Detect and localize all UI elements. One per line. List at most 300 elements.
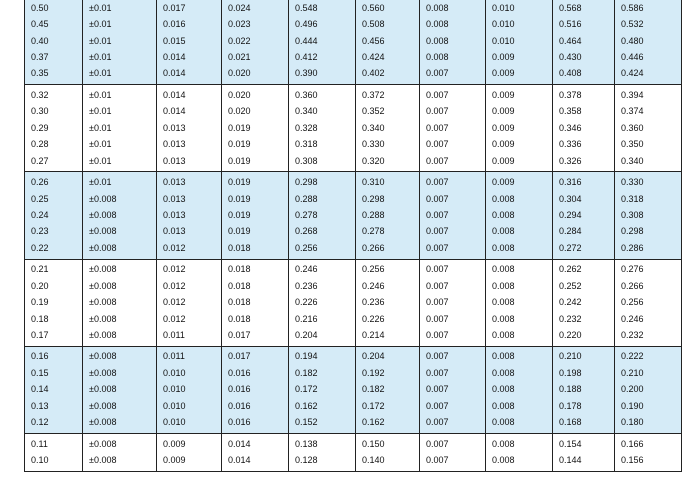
- table-cell: 0.007: [420, 172, 486, 191]
- table-cell: 0.012: [157, 240, 222, 259]
- table-cell: 0.008: [420, 16, 486, 32]
- table-cell: 0.298: [289, 172, 356, 191]
- table-row: [25, 259, 682, 278]
- table-cell: 0.008: [486, 433, 553, 452]
- table-cell: 0.340: [615, 153, 682, 172]
- table-cell: 0.262: [553, 259, 615, 278]
- table-cell: 0.27: [25, 153, 83, 172]
- table-cell: 0.266: [615, 278, 682, 294]
- table-cell: 0.009: [486, 120, 553, 136]
- table-cell: 0.15: [25, 365, 83, 381]
- table-cell: 0.014: [157, 85, 222, 104]
- table-cell: 0.007: [420, 415, 486, 434]
- table-cell: 0.21: [25, 259, 83, 278]
- table-cell: 0.586: [615, 0, 682, 16]
- table-cell: 0.180: [615, 415, 682, 434]
- table-cell: 0.286: [615, 240, 682, 259]
- row-group: [25, 346, 682, 433]
- table-cell: 0.516: [553, 16, 615, 32]
- table-cell: 0.25: [25, 191, 83, 207]
- table-cell: 0.204: [356, 346, 420, 365]
- table-cell: 0.012: [157, 294, 222, 310]
- table-cell: 0.020: [222, 104, 289, 120]
- table-cell: 0.40: [25, 33, 83, 49]
- table-cell: 0.008: [486, 327, 553, 346]
- table-cell: 0.288: [289, 191, 356, 207]
- table-cell: 0.172: [289, 382, 356, 398]
- table-cell: 0.330: [615, 172, 682, 191]
- table-cell: 0.336: [553, 137, 615, 153]
- table-cell: 0.340: [289, 104, 356, 120]
- table-cell: 0.008: [486, 365, 553, 381]
- table-cell: 0.246: [356, 278, 420, 294]
- table-cell: 0.214: [356, 327, 420, 346]
- table-cell: 0.188: [553, 382, 615, 398]
- table-cell: 0.014: [157, 66, 222, 85]
- table-cell: 0.26: [25, 172, 83, 191]
- table-cell: 0.009: [486, 172, 553, 191]
- table-cell: 0.394: [615, 85, 682, 104]
- table-cell: 0.294: [553, 207, 615, 223]
- table-cell: 0.016: [157, 16, 222, 32]
- dimension-table: [24, 0, 682, 472]
- table-cell: 0.007: [420, 120, 486, 136]
- table-cell: 0.014: [222, 433, 289, 452]
- table-row: [25, 278, 682, 294]
- table-cell: 0.10: [25, 452, 83, 471]
- table-cell: 0.14: [25, 382, 83, 398]
- table-cell: 0.464: [553, 33, 615, 49]
- table-row: [25, 191, 682, 207]
- table-cell: 0.288: [356, 207, 420, 223]
- table-cell: 0.010: [157, 382, 222, 398]
- table-cell: 0.019: [222, 137, 289, 153]
- table-cell: ±0.01: [83, 104, 157, 120]
- table-row: [25, 365, 682, 381]
- table-cell: 0.007: [420, 346, 486, 365]
- table-cell: 0.019: [222, 224, 289, 240]
- table-cell: ±0.01: [83, 120, 157, 136]
- table-cell: 0.330: [356, 137, 420, 153]
- table-cell: 0.408: [553, 66, 615, 85]
- table-cell: 0.010: [486, 0, 553, 16]
- table-cell: 0.128: [289, 452, 356, 471]
- table-cell: 0.007: [420, 224, 486, 240]
- table-cell: 0.009: [486, 66, 553, 85]
- table-cell: 0.35: [25, 66, 83, 85]
- table-cell: 0.508: [356, 16, 420, 32]
- table-cell: 0.017: [222, 327, 289, 346]
- table-cell: 0.007: [420, 137, 486, 153]
- table-cell: 0.256: [356, 259, 420, 278]
- table-cell: 0.402: [356, 66, 420, 85]
- table-cell: 0.236: [356, 294, 420, 310]
- table-cell: ±0.008: [83, 240, 157, 259]
- table-cell: 0.007: [420, 294, 486, 310]
- table-cell: 0.430: [553, 49, 615, 65]
- table-cell: 0.016: [222, 398, 289, 414]
- table-cell: ±0.008: [83, 311, 157, 327]
- table-cell: 0.013: [157, 153, 222, 172]
- table-cell: 0.326: [553, 153, 615, 172]
- table-cell: 0.166: [615, 433, 682, 452]
- table-cell: ±0.008: [83, 259, 157, 278]
- table-cell: 0.010: [486, 16, 553, 32]
- table-cell: 0.304: [553, 191, 615, 207]
- table-cell: 0.008: [420, 49, 486, 65]
- table-cell: 0.013: [157, 207, 222, 223]
- table-cell: 0.568: [553, 0, 615, 16]
- table-cell: 0.018: [222, 311, 289, 327]
- table-cell: 0.018: [222, 294, 289, 310]
- table-cell: 0.007: [420, 66, 486, 85]
- table-row: [25, 433, 682, 452]
- table-cell: 0.328: [289, 120, 356, 136]
- table-cell: 0.298: [615, 224, 682, 240]
- table-cell: 0.18: [25, 311, 83, 327]
- table-row: [25, 120, 682, 136]
- table-cell: 0.318: [615, 191, 682, 207]
- table-cell: 0.318: [289, 137, 356, 153]
- table-cell: 0.020: [222, 85, 289, 104]
- table-cell: 0.009: [486, 49, 553, 65]
- table-cell: 0.278: [289, 207, 356, 223]
- table-cell: 0.007: [420, 153, 486, 172]
- table-cell: 0.316: [553, 172, 615, 191]
- table-cell: 0.178: [553, 398, 615, 414]
- table-cell: 0.008: [486, 278, 553, 294]
- table-cell: 0.17: [25, 327, 83, 346]
- table-cell: 0.008: [486, 224, 553, 240]
- table-row: [25, 415, 682, 434]
- table-cell: 0.360: [615, 120, 682, 136]
- table-row: [25, 224, 682, 240]
- table-cell: 0.007: [420, 311, 486, 327]
- table-cell: 0.017: [222, 346, 289, 365]
- table-cell: 0.358: [553, 104, 615, 120]
- table-cell: 0.284: [553, 224, 615, 240]
- table-cell: 0.256: [289, 240, 356, 259]
- table-cell: 0.204: [289, 327, 356, 346]
- table-cell: ±0.008: [83, 278, 157, 294]
- table-row: [25, 207, 682, 223]
- table-cell: 0.007: [420, 85, 486, 104]
- table-cell: 0.008: [486, 191, 553, 207]
- table-cell: ±0.008: [83, 398, 157, 414]
- table-cell: ±0.008: [83, 191, 157, 207]
- table-cell: 0.20: [25, 278, 83, 294]
- table-cell: 0.226: [289, 294, 356, 310]
- table-cell: 0.256: [615, 294, 682, 310]
- table-cell: 0.444: [289, 33, 356, 49]
- table-cell: 0.007: [420, 104, 486, 120]
- table-cell: 0.308: [289, 153, 356, 172]
- table-cell: 0.009: [486, 104, 553, 120]
- table-cell: ±0.008: [83, 224, 157, 240]
- table-cell: 0.009: [157, 433, 222, 452]
- table-cell: 0.278: [356, 224, 420, 240]
- table-cell: 0.268: [289, 224, 356, 240]
- table-cell: 0.246: [289, 259, 356, 278]
- table-row: [25, 398, 682, 414]
- table-cell: 0.011: [157, 346, 222, 365]
- table-cell: 0.020: [222, 66, 289, 85]
- table-cell: 0.018: [222, 240, 289, 259]
- table-cell: 0.226: [356, 311, 420, 327]
- table-cell: 0.008: [420, 33, 486, 49]
- table-cell: 0.28: [25, 137, 83, 153]
- table-cell: 0.150: [356, 433, 420, 452]
- table-cell: 0.320: [356, 153, 420, 172]
- table-cell: 0.210: [615, 365, 682, 381]
- table-cell: 0.016: [222, 382, 289, 398]
- table-cell: 0.014: [157, 49, 222, 65]
- table-cell: 0.29: [25, 120, 83, 136]
- table-cell: 0.018: [222, 278, 289, 294]
- table-cell: 0.50: [25, 0, 83, 16]
- table-cell: 0.190: [615, 398, 682, 414]
- row-group: [25, 433, 682, 471]
- table-cell: 0.198: [553, 365, 615, 381]
- table-cell: 0.012: [157, 311, 222, 327]
- table-cell: ±0.01: [83, 33, 157, 49]
- table-cell: 0.013: [157, 224, 222, 240]
- table-cell: ±0.01: [83, 0, 157, 16]
- table-cell: ±0.008: [83, 327, 157, 346]
- table-row: [25, 153, 682, 172]
- table-cell: 0.012: [157, 278, 222, 294]
- table-cell: 0.008: [486, 294, 553, 310]
- table-cell: 0.010: [157, 365, 222, 381]
- table-row: [25, 327, 682, 346]
- table-cell: ±0.008: [83, 365, 157, 381]
- table-cell: 0.015: [157, 33, 222, 49]
- table-cell: ±0.01: [83, 172, 157, 191]
- table-cell: 0.424: [356, 49, 420, 65]
- table-cell: 0.007: [420, 278, 486, 294]
- table-cell: 0.013: [157, 137, 222, 153]
- table-cell: 0.162: [289, 398, 356, 414]
- table-cell: 0.32: [25, 85, 83, 104]
- table-cell: 0.378: [553, 85, 615, 104]
- table-cell: 0.007: [420, 382, 486, 398]
- table-cell: 0.008: [486, 346, 553, 365]
- table-cell: 0.007: [420, 240, 486, 259]
- table-cell: 0.156: [615, 452, 682, 471]
- table-cell: 0.019: [222, 191, 289, 207]
- table-cell: 0.007: [420, 259, 486, 278]
- table-cell: ±0.01: [83, 137, 157, 153]
- table-cell: 0.45: [25, 16, 83, 32]
- table-cell: 0.008: [486, 311, 553, 327]
- table-cell: 0.346: [553, 120, 615, 136]
- table-cell: 0.019: [222, 153, 289, 172]
- table-cell: 0.352: [356, 104, 420, 120]
- table-row: [25, 49, 682, 65]
- table-row: [25, 137, 682, 153]
- table-row: [25, 33, 682, 49]
- table-row: [25, 104, 682, 120]
- table-cell: 0.12: [25, 415, 83, 434]
- table-cell: 0.232: [553, 311, 615, 327]
- table-cell: 0.532: [615, 16, 682, 32]
- table-cell: 0.210: [553, 346, 615, 365]
- table-cell: 0.456: [356, 33, 420, 49]
- table-cell: 0.19: [25, 294, 83, 310]
- table-cell: ±0.008: [83, 415, 157, 434]
- row-group: [25, 259, 682, 346]
- table-row: [25, 346, 682, 365]
- table-cell: 0.200: [615, 382, 682, 398]
- table-row: [25, 0, 682, 16]
- table-row: [25, 240, 682, 259]
- table-cell: 0.152: [289, 415, 356, 434]
- table-cell: 0.372: [356, 85, 420, 104]
- table-cell: 0.144: [553, 452, 615, 471]
- table-cell: 0.009: [486, 137, 553, 153]
- table-cell: 0.138: [289, 433, 356, 452]
- row-group: [25, 0, 682, 85]
- table-cell: 0.23: [25, 224, 83, 240]
- table-cell: 0.014: [222, 452, 289, 471]
- table-cell: 0.37: [25, 49, 83, 65]
- table-cell: 0.360: [289, 85, 356, 104]
- table-cell: 0.192: [356, 365, 420, 381]
- table-cell: 0.014: [157, 104, 222, 120]
- table-cell: 0.310: [356, 172, 420, 191]
- table-cell: 0.011: [157, 327, 222, 346]
- table-cell: 0.182: [289, 365, 356, 381]
- table-cell: 0.009: [157, 452, 222, 471]
- table-cell: 0.008: [486, 415, 553, 434]
- table-cell: ±0.01: [83, 49, 157, 65]
- table-cell: ±0.008: [83, 382, 157, 398]
- table-row: [25, 311, 682, 327]
- table-row: [25, 452, 682, 471]
- table-cell: 0.024: [222, 0, 289, 16]
- table-cell: 0.010: [157, 415, 222, 434]
- table-cell: 0.008: [486, 240, 553, 259]
- table-cell: ±0.008: [83, 452, 157, 471]
- table-cell: 0.24: [25, 207, 83, 223]
- table-cell: 0.11: [25, 433, 83, 452]
- table-cell: 0.30: [25, 104, 83, 120]
- table-row: [25, 66, 682, 85]
- table-cell: 0.412: [289, 49, 356, 65]
- table-cell: 0.182: [356, 382, 420, 398]
- table-cell: 0.480: [615, 33, 682, 49]
- table-cell: 0.008: [486, 382, 553, 398]
- table-cell: 0.222: [615, 346, 682, 365]
- table-cell: 0.010: [486, 33, 553, 49]
- table-cell: 0.16: [25, 346, 83, 365]
- table-cell: 0.308: [615, 207, 682, 223]
- table-cell: 0.22: [25, 240, 83, 259]
- table-cell: ±0.01: [83, 66, 157, 85]
- table-cell: 0.007: [420, 433, 486, 452]
- table-cell: 0.007: [420, 398, 486, 414]
- table-cell: 0.374: [615, 104, 682, 120]
- table-cell: 0.236: [289, 278, 356, 294]
- table-cell: 0.019: [222, 172, 289, 191]
- table-cell: 0.276: [615, 259, 682, 278]
- table-cell: 0.008: [486, 259, 553, 278]
- table-cell: 0.016: [222, 365, 289, 381]
- table-cell: 0.232: [615, 327, 682, 346]
- table-cell: 0.496: [289, 16, 356, 32]
- table-cell: 0.009: [486, 85, 553, 104]
- table-cell: 0.008: [486, 452, 553, 471]
- row-group: [25, 85, 682, 172]
- table-cell: ±0.01: [83, 153, 157, 172]
- table-row: [25, 16, 682, 32]
- table-cell: 0.007: [420, 452, 486, 471]
- table-cell: 0.246: [615, 311, 682, 327]
- table-cell: 0.007: [420, 207, 486, 223]
- table-cell: 0.446: [615, 49, 682, 65]
- table-cell: 0.172: [356, 398, 420, 414]
- table-cell: 0.272: [553, 240, 615, 259]
- table-cell: 0.008: [420, 0, 486, 16]
- table-cell: 0.162: [356, 415, 420, 434]
- table-cell: 0.140: [356, 452, 420, 471]
- table-cell: 0.168: [553, 415, 615, 434]
- table-cell: 0.350: [615, 137, 682, 153]
- table-cell: ±0.01: [83, 85, 157, 104]
- table-cell: 0.022: [222, 33, 289, 49]
- table-cell: 0.018: [222, 259, 289, 278]
- table-cell: ±0.008: [83, 294, 157, 310]
- table-cell: 0.013: [157, 172, 222, 191]
- table-cell: 0.298: [356, 191, 420, 207]
- table-cell: 0.009: [486, 153, 553, 172]
- table-cell: ±0.008: [83, 433, 157, 452]
- table-cell: 0.424: [615, 66, 682, 85]
- table-cell: 0.242: [553, 294, 615, 310]
- table-cell: 0.019: [222, 120, 289, 136]
- table-cell: 0.560: [356, 0, 420, 16]
- table-cell: 0.012: [157, 259, 222, 278]
- table-cell: 0.194: [289, 346, 356, 365]
- table-cell: 0.019: [222, 207, 289, 223]
- table-cell: 0.154: [553, 433, 615, 452]
- table-cell: 0.007: [420, 365, 486, 381]
- table-cell: 0.008: [486, 207, 553, 223]
- table-cell: 0.007: [420, 327, 486, 346]
- table-cell: 0.220: [553, 327, 615, 346]
- row-group: [25, 172, 682, 259]
- table-cell: 0.023: [222, 16, 289, 32]
- table-cell: 0.008: [486, 398, 553, 414]
- table-cell: ±0.008: [83, 207, 157, 223]
- table-cell: 0.013: [157, 191, 222, 207]
- table-cell: 0.010: [157, 398, 222, 414]
- table-cell: 0.017: [157, 0, 222, 16]
- table-row: [25, 382, 682, 398]
- table-cell: 0.13: [25, 398, 83, 414]
- table-cell: 0.016: [222, 415, 289, 434]
- table-row: [25, 85, 682, 104]
- table-cell: 0.548: [289, 0, 356, 16]
- table-cell: 0.340: [356, 120, 420, 136]
- table-cell: ±0.008: [83, 346, 157, 365]
- table-cell: 0.252: [553, 278, 615, 294]
- table-row: [25, 294, 682, 310]
- table-cell: ±0.01: [83, 16, 157, 32]
- table-cell: 0.013: [157, 120, 222, 136]
- table-cell: 0.390: [289, 66, 356, 85]
- table-row: [25, 172, 682, 191]
